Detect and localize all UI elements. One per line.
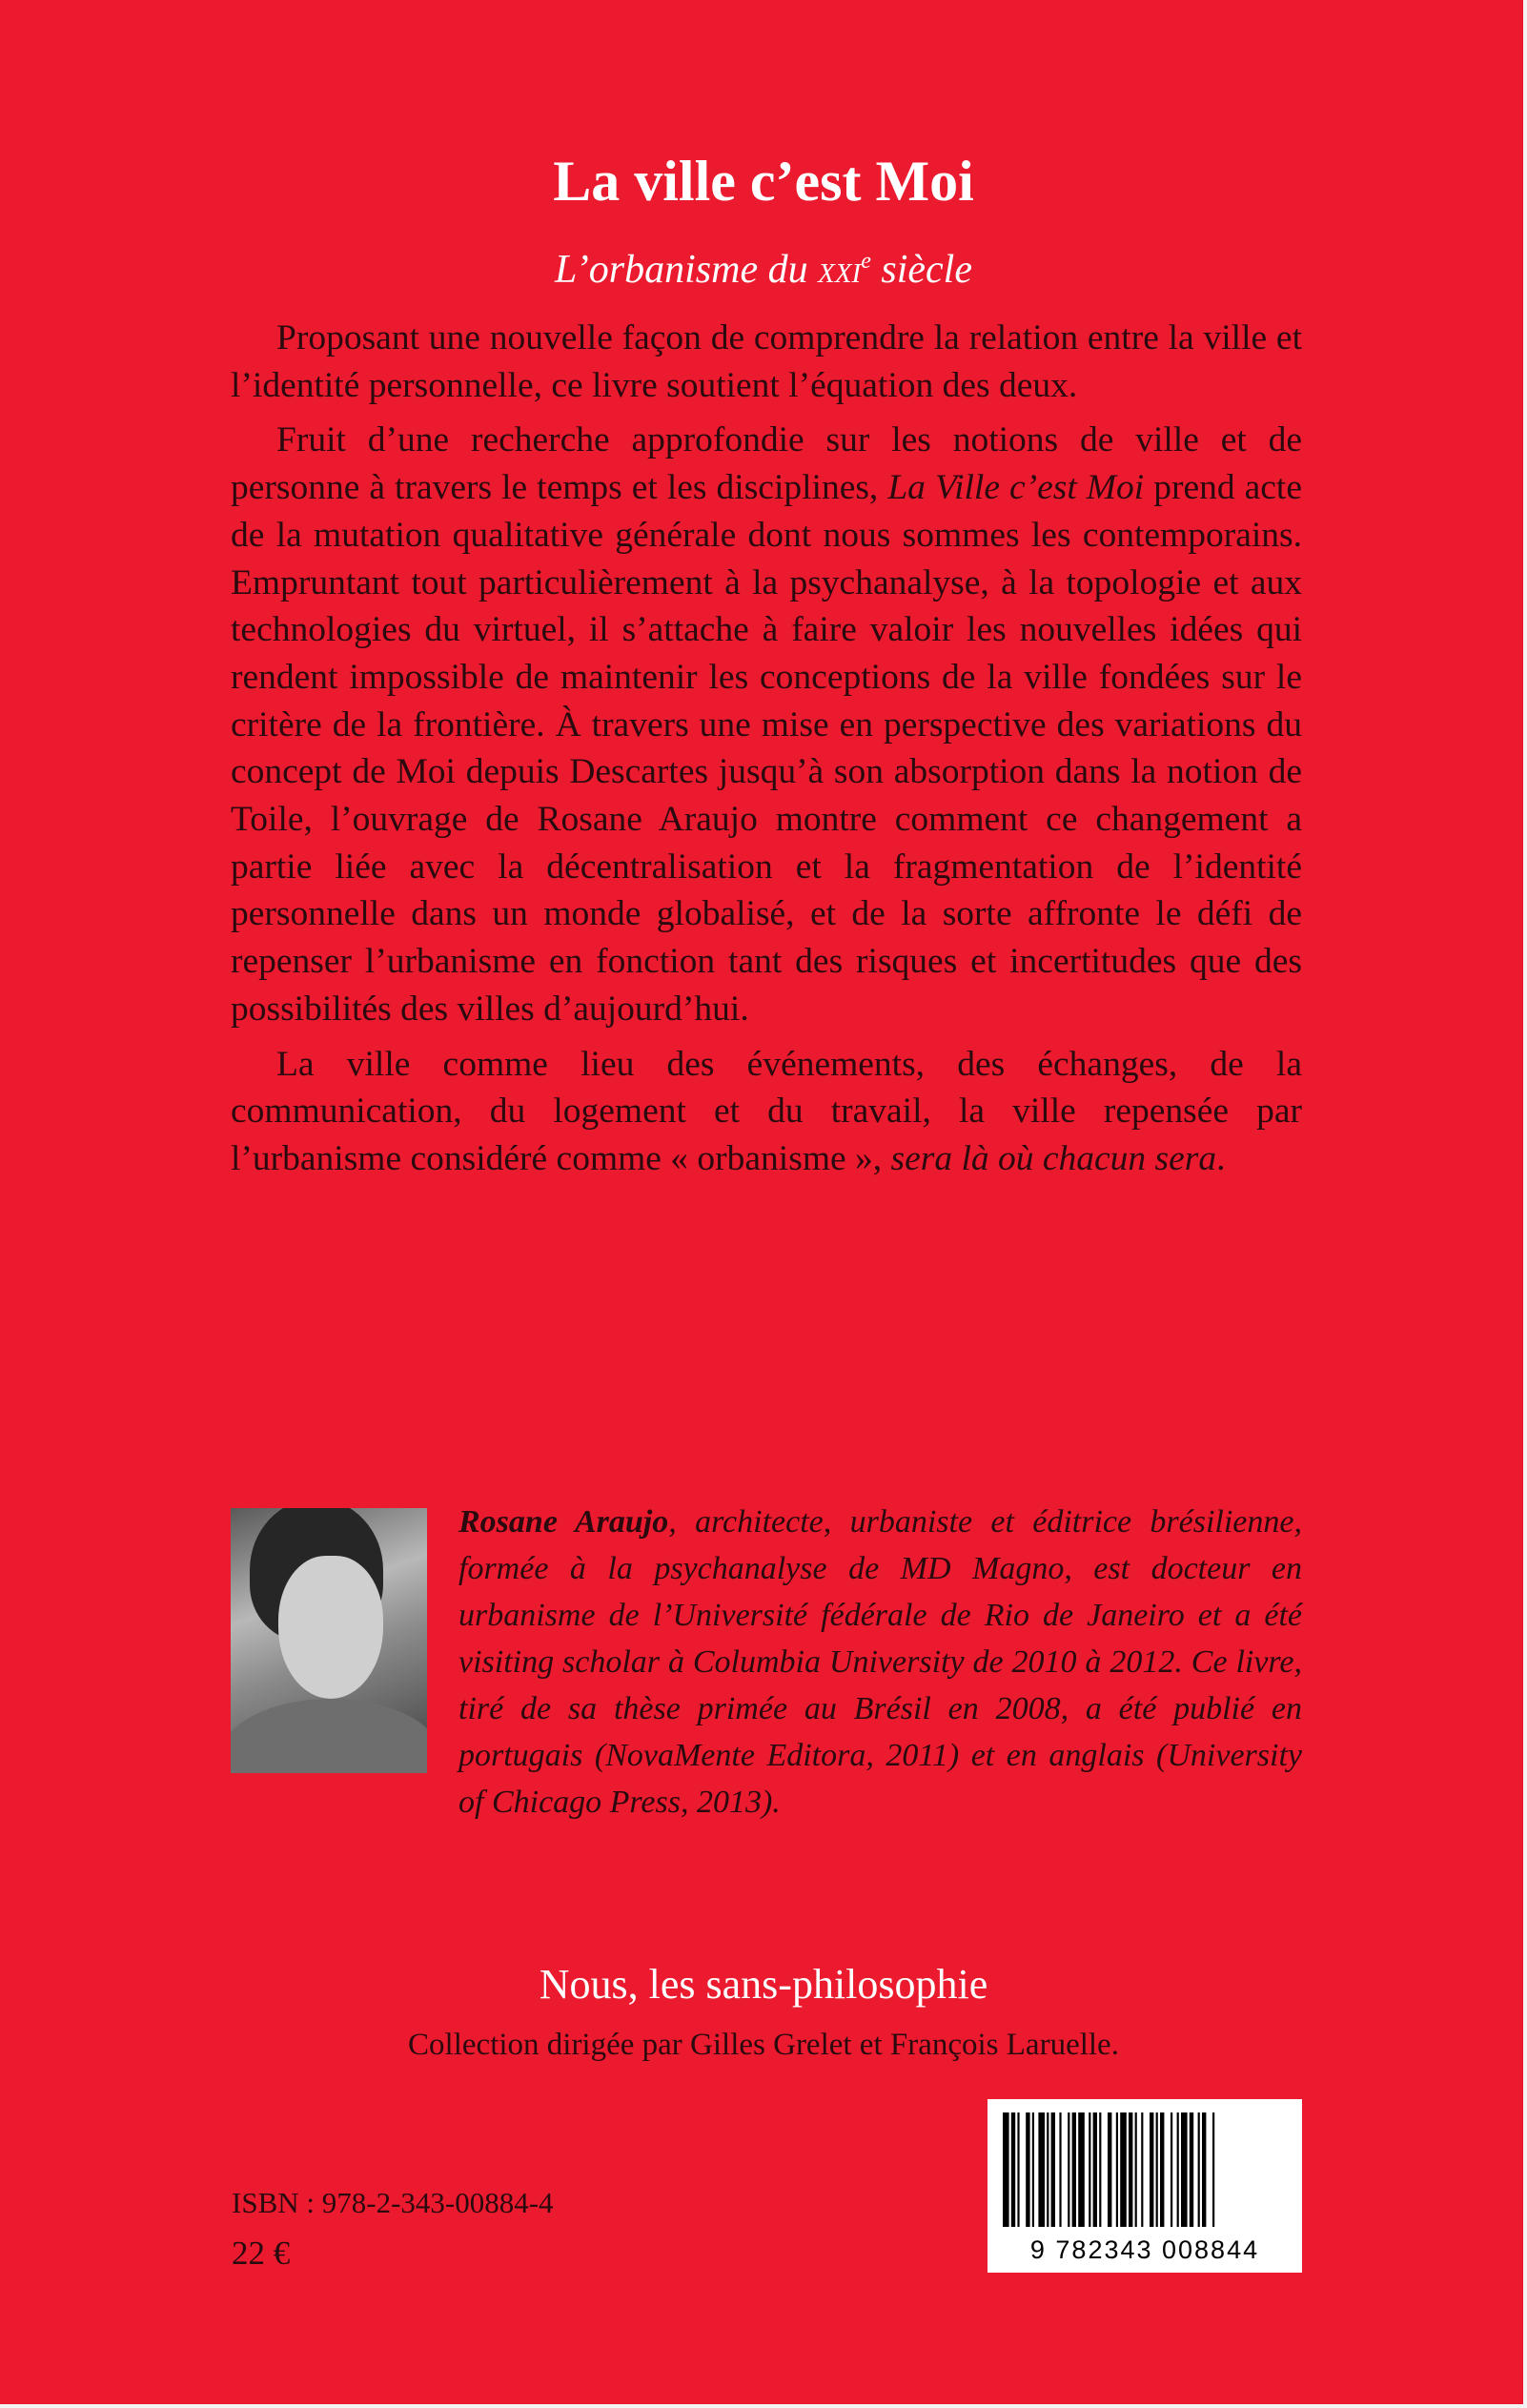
barcode-bar <box>1032 2112 1034 2227</box>
author-photo <box>231 1508 427 1773</box>
barcode-bar <box>1202 2112 1206 2227</box>
blurb-paragraph-2 <box>231 417 1302 1032</box>
barcode-bar <box>1093 2112 1097 2227</box>
barcode-bar <box>1156 2112 1158 2227</box>
author-bio-text: , architecte, urbaniste et éditrice brésilienne, formée à la psychanalyse de MD Magno, est docteur en urbanisme de l’Université fédérale de Rio de Janeiro et a été visiting scholar à Columbia University de 2010 à 2012. Ce livre, tiré de sa thèse primée au Brésil en 2008, a été publié en portugais (NovaMente Editora, 2011) et en anglais (University of Chicago Press, 2013). <box>458 1504 1302 1820</box>
book-subtitle <box>0 235 1527 296</box>
blurb <box>231 315 1302 1191</box>
barcode-bar <box>1017 2112 1019 2227</box>
blurb-p2-pre: Fruit d’une recherche approfondie sur les notions de ville et de personne à travers le temps et les disciplines, <box>231 420 1302 508</box>
barcode-bar <box>1003 2112 1009 2227</box>
subtitle-post: siècle <box>870 248 972 292</box>
subtitle-sup: e <box>861 249 871 274</box>
barcode-bar <box>1181 2112 1188 2227</box>
subtitle-pre: L’orbanisme du <box>555 248 819 292</box>
blurb-p3-italic: sera là où chacun sera <box>890 1138 1217 1178</box>
barcode-bar <box>1068 2112 1069 2227</box>
blurb-paragraph-3 <box>231 1041 1302 1183</box>
barcode-bar <box>1011 2112 1015 2227</box>
barcode-bar <box>1135 2112 1137 2227</box>
barcode-bar <box>1160 2112 1164 2227</box>
barcode-bar <box>1047 2112 1049 2227</box>
blurb-p2-book-title: La Ville c’est Moi <box>887 468 1145 508</box>
series-subtitle: Collection dirigée par Gilles Grelet et François Laruelle. <box>408 2028 1119 2062</box>
barcode-bar <box>1099 2112 1101 2227</box>
barcode-bar <box>1059 2112 1061 2227</box>
blurb-p3-post: . <box>1216 1138 1226 1178</box>
barcode-bar <box>1078 2112 1085 2227</box>
author-bio <box>458 1499 1302 1826</box>
subtitle-century: xxi <box>818 248 862 292</box>
barcode-bar <box>1212 2112 1214 2227</box>
book-title: La ville c’est Moi <box>553 150 974 213</box>
author-photo-shoulder <box>231 1699 427 1773</box>
barcode-bar <box>1089 2112 1090 2227</box>
barcode-bar <box>1116 2112 1118 2227</box>
barcode-bar <box>1190 2112 1193 2227</box>
barcode-bar <box>1072 2112 1076 2227</box>
isbn: ISBN : 978-2-343-00884-4 <box>232 2186 554 2219</box>
barcode-bar <box>1141 2112 1143 2227</box>
barcode-bar <box>1177 2112 1179 2227</box>
author-name: Rosane Araujo <box>458 1504 669 1540</box>
barcode-bar <box>1171 2112 1172 2227</box>
blurb-p2-post: prend acte de la mutation qualitative générale dont nous sommes les contemporains. Empruntant tout particulièrement à la psychanalyse, à la topologie et aux technologies du virtuel, il s’attache à faire valoir les nouvelles idées qui rendent impossible de maintenir les conceptions de la ville fondées sur le critère de la frontière. À travers une mise en perspective des variations du concept de Moi depuis Descartes jusqu’à son absorption dans la notion de Toile, l’ouvrage de Rosane Araujo montre comment ce changement a partie liée avec la décentralisation et la fragmentation de l’identité personnelle dans un monde globalisé, et de la sorte affronte le défi de repenser l’urbanisme en fonction tant des risques et incertitudes que des possibilités des villes d’aujourd’hui. <box>231 468 1302 1029</box>
barcode-bar <box>1051 2112 1055 2227</box>
barcode-bar <box>1108 2112 1111 2227</box>
barcode-bar <box>1026 2112 1029 2227</box>
blurb-p3-pre: La ville comme lieu des événements, des échanges, de la communication, du logement et du travail, la ville repensée par l’urbanisme considéré comme « orbanisme », <box>231 1044 1302 1178</box>
barcode-bar <box>1038 2112 1045 2227</box>
author-photo-face <box>278 1556 383 1699</box>
series-title: Nous, les sans-philosophie <box>539 1961 988 2008</box>
barcode-bar <box>1150 2112 1153 2227</box>
barcode-bar <box>1129 2112 1132 2227</box>
barcode-bars <box>1003 2112 1289 2227</box>
blurb-paragraph-1: Proposant une nouvelle façon de comprendre la relation entre la ville et l’identité personnelle, ce livre soutient l’équation des deux. <box>231 318 1302 405</box>
barcode-bar <box>1120 2112 1127 2227</box>
price: 22 € <box>232 2235 291 2272</box>
barcode-bar <box>1198 2112 1200 2227</box>
barcode-number: 9 782343 008844 <box>1029 2235 1260 2264</box>
barcode <box>987 2099 1302 2273</box>
